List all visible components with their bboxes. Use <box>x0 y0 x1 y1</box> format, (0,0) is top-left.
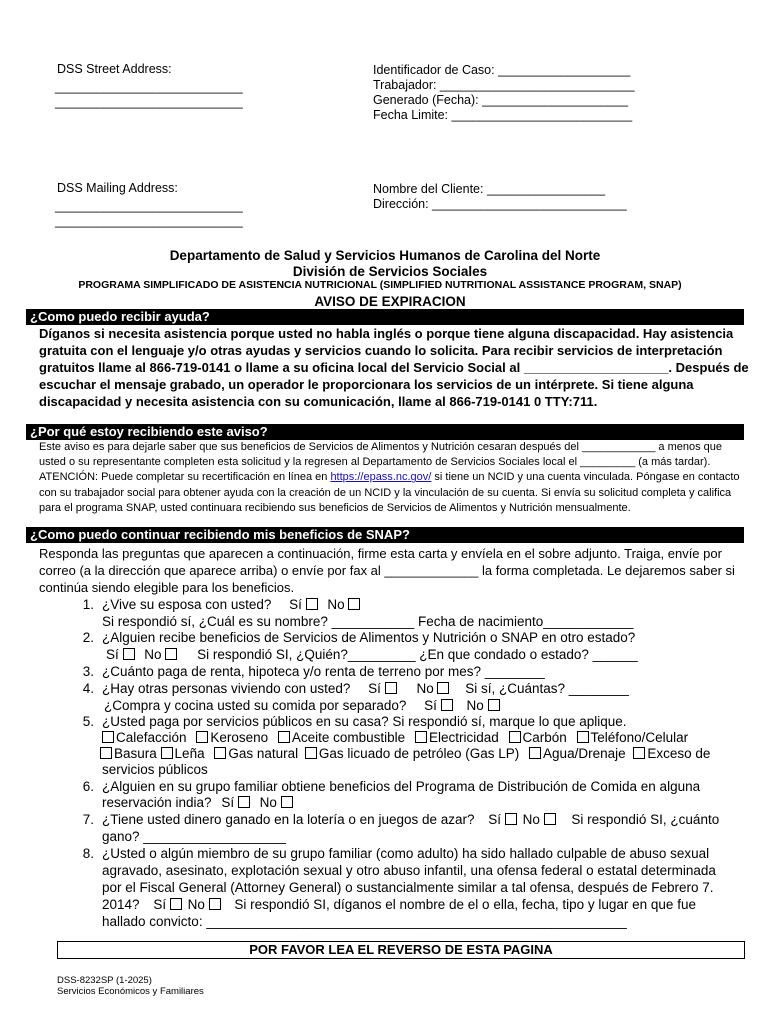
question-4 <box>102 680 629 697</box>
no-label: No <box>259 795 277 810</box>
question-7-followup: Si respondió SI, ¿cuánto <box>571 812 720 827</box>
checkbox-phone[interactable] <box>577 731 589 743</box>
question-8-line-1: ¿Usted o algún miembro de su grupo familiar (como adulto) ha sido hallado culpable de abuso sexual <box>102 846 710 861</box>
utility-lpg: Gas licuado de petróleo (Gas LP) <box>318 746 520 761</box>
instructions-paragraph: Responda las preguntas que aparecen a continuación, firme esta carta y envíela en el sobre adjunto. Traiga, envíe por correo (a la dirección que aparece arriba) o envíe por fax al _____________ la forma completada. Le dejaremos saber si continúa siendo elegible para los beneficios. <box>39 546 735 595</box>
checkbox-q4-no[interactable] <box>437 682 449 694</box>
question-4b-text: ¿Compra y cocina usted su comida por separado? <box>104 698 407 713</box>
checkbox-q4b-no[interactable] <box>488 699 500 711</box>
form-id: DSS-8232SP (1-2025) <box>57 975 152 986</box>
checkbox-q2-no[interactable] <box>165 648 177 660</box>
checkbox-q6-yes[interactable] <box>238 796 250 808</box>
checkbox-q1-no[interactable] <box>348 598 360 610</box>
yes-label: Sí <box>106 647 119 662</box>
no-label: No <box>144 647 162 662</box>
checkbox-q7-yes[interactable] <box>505 813 517 825</box>
read-reverse-banner: POR FAVOR LEA EL REVERSO DE ESTA PAGINA <box>57 941 745 959</box>
checkbox-water[interactable] <box>529 747 541 759</box>
language-assistance-paragraph: Díganos si necesita asistencia porque usted no habla inglés o porque tiene alguna discapacidad. Hay asistencia gratuita con el lenguaje y/o otras ayudas y servicios cuando lo solicita. Para recibir servicios de interpretación gratuitos llame al 866-719-0141 o llame a su oficina local del Servicio Social al ____________________. Después de escuchar el mensaje grabado, un operador le proporcionara los servicios de un intérprete. Si tiene alguna discapacidad y necesita asistencia con su comunicación, llame al 866-719-0141 0 TTY:711. <box>39 326 749 409</box>
question-2-text: ¿Alguien recibe beneficios de Servicios de Alimentos y Nutrición o SNAP en otro estado? <box>102 630 636 645</box>
utility-natural-gas: Gas natural <box>228 746 299 761</box>
section-heading-why-notice: ¿Por qué estoy recibiendo este aviso? <box>26 424 744 440</box>
question-number: 2. <box>82 630 94 645</box>
utility-excess-continued: servicios públicos <box>102 762 208 777</box>
program-title: PROGRAMA SIMPLIFICADO DE ASISTENCIA NUTRICIONAL (SIMPLIFIED NUTRITIONAL ASSISTANCE PROGRAM, SNAP) <box>78 279 682 291</box>
question-7-amount-field[interactable]: gano? ___________________ <box>102 829 286 844</box>
dss-mailing-address-label: DSS Mailing Address: <box>57 181 178 195</box>
epass-link[interactable]: https://epass.nc.gov/ <box>330 471 432 484</box>
question-4-text: ¿Hay otras personas viviendo con usted? <box>102 681 351 696</box>
checkbox-q2-yes[interactable] <box>123 648 135 660</box>
question-5-text: ¿Usted paga por servicios públicos en su casa? Si respondió sí, marque lo que aplique. <box>102 714 627 729</box>
utility-heating: Calefacción <box>116 730 187 745</box>
client-name-field[interactable]: Nombre del Cliente: _________________ <box>373 182 606 196</box>
utility-trash: Basura <box>114 746 157 761</box>
question-8-line-3: por el Fiscal General (Attorney General) o sustancialmente similar a tal ofensa, después de Febrero 7. <box>102 880 714 895</box>
no-label: No <box>522 812 540 827</box>
question-4-followup <box>104 697 502 714</box>
checkbox-kerosene[interactable] <box>196 731 208 743</box>
agency-name: Servicios Económicos y Familiares <box>57 986 204 997</box>
utility-excess: Exceso de <box>647 746 711 761</box>
section-heading-help: ¿Como puedo recibir ayuda? <box>26 309 744 325</box>
section-heading-continue-benefits: ¿Como puedo continuar recibiendo mis beneficios de SNAP? <box>26 527 744 543</box>
yes-label: Sí <box>488 812 502 827</box>
checkbox-natural-gas[interactable] <box>214 747 226 759</box>
question-number: 6. <box>82 779 94 794</box>
checkbox-excess[interactable] <box>633 747 645 759</box>
question-number: 8. <box>82 846 94 861</box>
question-1-text: ¿Vive su esposa con usted? <box>102 597 272 612</box>
utility-water: Agua/Drenaje <box>543 746 626 761</box>
department-title: Departamento de Salud y Servicios Humanos de Carolina del Norte <box>169 248 601 263</box>
question-7-text: ¿Tiene usted dinero ganado en la lotería o en juegos de azar? <box>102 812 475 827</box>
utility-kerosene: Keroseno <box>210 730 269 745</box>
question-number: 3. <box>82 664 94 679</box>
dss-mailing-address-line[interactable]: ___________________________ <box>55 199 243 213</box>
dss-mailing-address-line[interactable]: ___________________________ <box>55 214 243 228</box>
checkbox-q6-no[interactable] <box>281 796 293 808</box>
checkbox-q4b-yes[interactable] <box>441 699 453 711</box>
yes-label: Sí <box>153 897 167 912</box>
question-3-text[interactable]: ¿Cuánto paga de renta, hipoteca y/o renta de terreno por mes? ________ <box>102 664 545 679</box>
utilities-row-1 <box>102 729 688 746</box>
question-6-text: ¿Alguien en su grupo familiar obtiene beneficios del Programa de Distribución de Comida en alguna <box>102 779 701 794</box>
yes-label: Sí <box>221 795 235 810</box>
no-label: No <box>416 681 434 696</box>
utility-phone: Teléfono/Celular <box>590 730 689 745</box>
no-label: No <box>466 698 484 713</box>
yes-label: Sí <box>424 698 437 713</box>
deadline-date-field[interactable]: Fecha Limite: __________________________ <box>373 108 633 122</box>
notice-title: AVISO DE EXPIRACION <box>314 294 466 309</box>
question-6-answers <box>102 794 295 811</box>
checkbox-wood[interactable] <box>161 747 173 759</box>
generated-date-field[interactable]: Generado (Fecha): _____________________ <box>373 93 629 107</box>
checkbox-lpg[interactable] <box>305 747 317 759</box>
question-number: 7. <box>82 812 94 827</box>
checkbox-q7-no[interactable] <box>544 813 556 825</box>
checkbox-q8-yes[interactable] <box>170 898 182 910</box>
question-8-conviction-field[interactable]: hallado convicto: ________________________________________________________ <box>102 914 627 929</box>
case-id-field[interactable]: Identificador de Caso: ___________________ <box>373 63 631 77</box>
checkbox-fuel-oil[interactable] <box>278 731 290 743</box>
question-2-answers <box>106 646 638 663</box>
utility-wood: Leña <box>174 746 205 761</box>
notice-reason-text-continued: si tiene un NCID y una cuenta vinculada. Póngase en contacto con su trabajador social para obtener ayuda con la creación de un NCID y la vinculación de su cuenta. Si envía su solicitud completa y califica para el programa SNAP, usted continuara recibiendo sus beneficios de Servicios de Alimentos y Nutrición mensualmente. <box>39 471 740 514</box>
worker-field[interactable]: Trabajador: ____________________________ <box>373 78 635 92</box>
question-1 <box>102 596 362 613</box>
question-4-count[interactable]: Si sí, ¿Cuántas? ________ <box>465 681 629 696</box>
utility-fuel-oil: Aceite combustible <box>291 730 406 745</box>
question-6b-text: reservación india? <box>102 795 212 810</box>
checkbox-trash[interactable] <box>100 747 112 759</box>
question-number: 5. <box>82 714 94 729</box>
checkbox-electricity[interactable] <box>415 731 427 743</box>
notice-reason-text: Este aviso es para dejarle saber que sus beneficios de Servicios de Alimentos y Nutrición cesaran después del ____________ a menos que usted o su representante completen esta solicitud y la regresen al Departamento de Servicios Sociales local el _________ (a más tardar). ATENCIÓN: Puede completar su recertificación en línea en <box>39 441 723 484</box>
question-number: 4. <box>82 681 94 696</box>
division-title: División de Servicios Sociales <box>292 264 488 279</box>
checkbox-coal[interactable] <box>509 731 521 743</box>
question-number: 1. <box>82 597 94 612</box>
yes-label: Sí <box>368 681 381 696</box>
yes-label: Sí <box>289 597 302 612</box>
utility-electricity: Electricidad <box>428 730 499 745</box>
dss-street-address-label: DSS Street Address: <box>57 62 172 76</box>
checkbox-q8-no[interactable] <box>209 898 221 910</box>
question-7 <box>102 811 719 828</box>
utilities-row-2 <box>100 745 710 762</box>
no-label: No <box>327 597 345 612</box>
question-1-followup[interactable]: Si respondió sí, ¿Cuál es su nombre? ___________ Fecha de nacimiento____________ <box>102 614 634 629</box>
question-8-line-4 <box>102 896 696 913</box>
question-2-followup[interactable]: Si respondió SI, ¿Quién?_________ ¿En que condado o estado? ______ <box>197 647 638 662</box>
checkbox-q4-yes[interactable] <box>385 682 397 694</box>
checkbox-heating[interactable] <box>102 731 114 743</box>
client-address-field[interactable]: Dirección: ____________________________ <box>373 197 627 211</box>
no-label: No <box>187 897 205 912</box>
utility-coal: Carbón <box>522 730 567 745</box>
question-8-line-2: agravado, asesinato, explotación sexual y otro abuso infantil, una ofensa federal o estatal determinada <box>102 863 716 878</box>
question-8-followup: Si respondió SI, díganos el nombre de el o ella, fecha, tipo y lugar en que fue <box>234 897 696 912</box>
question-8-year: 2014? <box>102 897 140 912</box>
dss-street-address-line[interactable]: ___________________________ <box>55 95 243 109</box>
checkbox-q1-yes[interactable] <box>306 598 318 610</box>
dss-street-address-line[interactable]: ___________________________ <box>55 80 243 94</box>
notice-reason-paragraph <box>39 440 751 516</box>
